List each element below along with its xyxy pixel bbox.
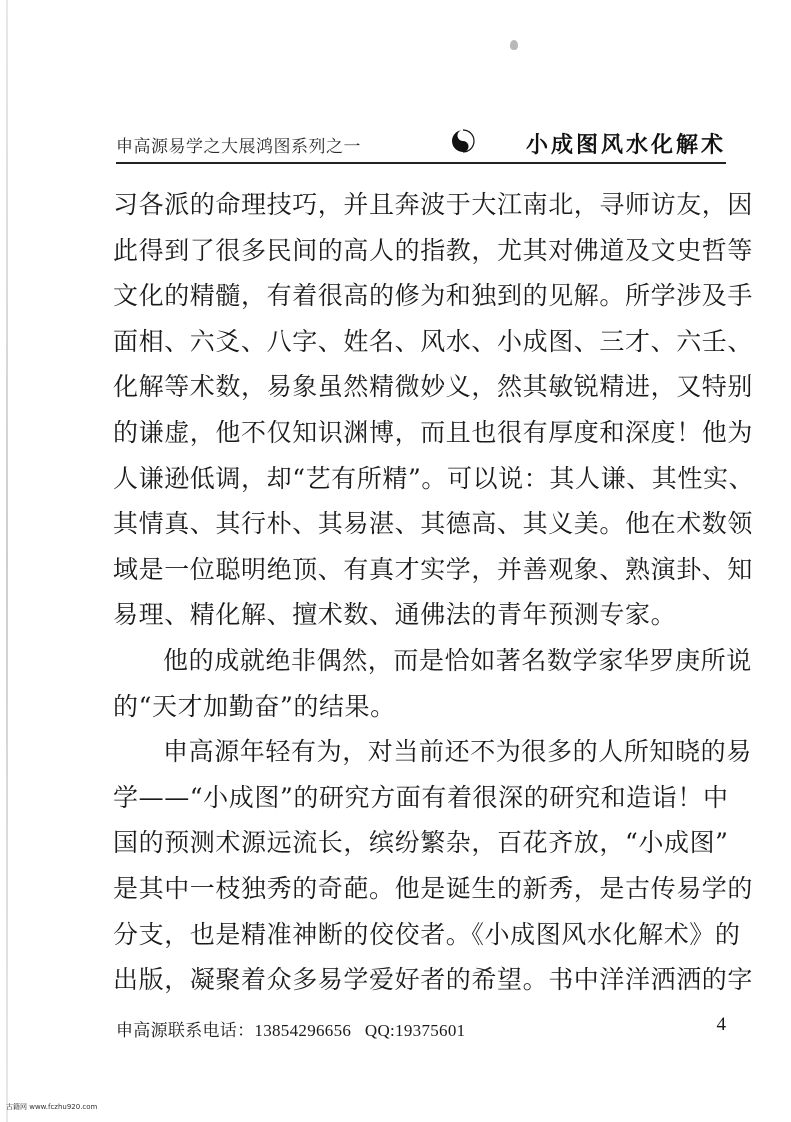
text-line: 申高源年轻有为，对当前还不为很多的人所知晓的易 (163, 737, 752, 767)
header-rule (116, 162, 726, 164)
page-footer (116, 1016, 726, 1044)
scan-edge (6, 0, 8, 1122)
text-line: 是其中一枝独秀的奇葩。他是诞生的新秀，是古传易学的 (113, 873, 754, 903)
qq-number: QQ:19375601 (364, 1021, 466, 1040)
text-line: 的“天才加勤奋”的结果。 (113, 691, 396, 721)
text-line: 文化的精髓，有着很高的修为和独到的见解。所学涉及手 (113, 281, 754, 311)
text-line: 人谦逊低调，却“艺有所精”。可以说：其人谦、其性实、 (113, 463, 755, 493)
text-line: 分支，也是精准神断的佼佼者。《小成图风水化解术》的 (113, 919, 741, 949)
text-line: 面相、六爻、八字、姓名、风水、小成图、三才、六壬、 (113, 326, 754, 356)
text-line: 国的预测术源远流长，缤纷繁杂，百花齐放，“小成图” (113, 828, 729, 858)
body-text (113, 182, 755, 1003)
text-line: 出版，凝聚着众多易学爱好者的希望。书中洋洋洒洒的字 (113, 965, 754, 995)
text-line: 此得到了很多民间的高人的指教，尤其对佛道及文史哲等 (113, 235, 754, 265)
text-line: 域是一位聪明绝顶、有真才实学，并善观象、熟演卦、知 (113, 554, 754, 584)
book-title: 小成图风水化解术 (525, 132, 726, 158)
watermark: 古籍网 www.fczhu920.com (6, 1103, 98, 1111)
page-number: 4 (716, 1014, 726, 1035)
phone-number: 13854296656 (254, 1021, 352, 1040)
contact-label: 申高源联系电话： (116, 1021, 255, 1041)
text-line: 易理、精化解、擅术数、通佛法的青年预测专家。 (113, 600, 677, 630)
ink-smudge (510, 40, 518, 50)
running-header (116, 128, 726, 160)
series-title: 申高源易学之大展鸿图系列之一 (116, 137, 361, 157)
text-line: 学——“小成图”的研究方面有着很深的研究和造诣！中 (113, 782, 729, 812)
text-line: 习各派的命理技巧，并且奔波于大江南北，寻师访友，因 (113, 190, 754, 219)
text-line: 其情真、其行朴、其易湛、其德高、其义美。他在术数领 (113, 509, 754, 539)
yin-yang-icon (450, 128, 476, 154)
text-line: 化解等术数，易象虽然精微妙义，然其敏锐精进，又特别 (113, 372, 754, 402)
text-line: 的谦虚，他不仅知识渊博，而且也很有厚度和深度！他为 (113, 417, 754, 447)
contact-info (116, 1016, 465, 1041)
text-line: 他的成就绝非偶然，而是恰如著名数学家华罗庚所说 (163, 645, 752, 675)
